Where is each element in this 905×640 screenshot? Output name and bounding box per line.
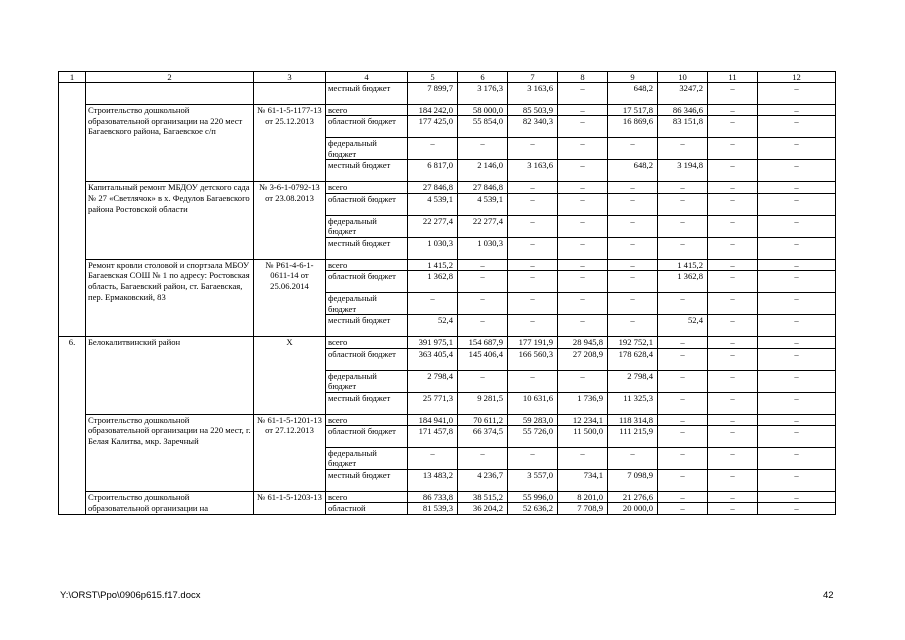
value-cell: – bbox=[758, 426, 836, 448]
value-cell: – bbox=[758, 315, 836, 337]
value-cell: – bbox=[558, 160, 608, 182]
value-cell: 1 415,2 bbox=[408, 259, 458, 270]
header-cell: 8 bbox=[558, 72, 608, 83]
value-cell: 3 176,3 bbox=[458, 83, 508, 105]
value-cell: 16 869,6 bbox=[608, 116, 658, 138]
value-cell: 4 539,1 bbox=[408, 193, 458, 215]
value-cell: 1 030,3 bbox=[458, 237, 508, 259]
value-cell: – bbox=[658, 348, 708, 370]
value-cell: – bbox=[458, 315, 508, 337]
value-cell: – bbox=[608, 237, 658, 259]
value-cell: – bbox=[408, 293, 458, 315]
value-cell: 36 204,2 bbox=[458, 503, 508, 514]
value-cell: 38 515,2 bbox=[458, 492, 508, 503]
value-cell: – bbox=[458, 370, 508, 392]
value-cell: – bbox=[408, 448, 458, 470]
value-cell: – bbox=[708, 426, 758, 448]
table-row bbox=[59, 105, 836, 116]
budget-type-cell: местный бюджет bbox=[326, 237, 408, 259]
value-cell: 3247,2 bbox=[658, 83, 708, 105]
value-cell: 8 201,0 bbox=[558, 492, 608, 503]
value-cell: – bbox=[708, 370, 758, 392]
value-cell: – bbox=[608, 448, 658, 470]
value-cell: 1 362,8 bbox=[408, 271, 458, 293]
value-cell: 70 611,2 bbox=[458, 414, 508, 425]
value-cell: – bbox=[758, 370, 836, 392]
value-cell: – bbox=[758, 271, 836, 293]
table-row bbox=[59, 182, 836, 193]
value-cell: – bbox=[758, 105, 836, 116]
value-cell: 7 098,9 bbox=[608, 470, 658, 492]
table-header-row bbox=[59, 72, 836, 83]
value-cell: – bbox=[758, 193, 836, 215]
value-cell: 52,4 bbox=[408, 315, 458, 337]
value-cell: 52 636,2 bbox=[508, 503, 558, 514]
value-cell: 111 215,9 bbox=[608, 426, 658, 448]
value-cell: 166 560,3 bbox=[508, 348, 558, 370]
value-cell: – bbox=[558, 448, 608, 470]
value-cell: – bbox=[758, 116, 836, 138]
value-cell: – bbox=[758, 392, 836, 414]
value-cell: 4 539,1 bbox=[458, 193, 508, 215]
value-cell: 1 415,2 bbox=[658, 259, 708, 270]
value-cell: – bbox=[608, 293, 658, 315]
object-name-cell: Строительство дошкольной образовательной организации на 220 мест, г. Белая Калитва, мкр. Заречный bbox=[86, 414, 254, 491]
table-row bbox=[59, 83, 836, 105]
value-cell: – bbox=[508, 448, 558, 470]
value-cell: 192 752,1 bbox=[608, 337, 658, 348]
value-cell: – bbox=[508, 370, 558, 392]
row-number-cell bbox=[59, 83, 86, 337]
value-cell: – bbox=[658, 470, 708, 492]
budget-type-cell: местный бюджет bbox=[326, 160, 408, 182]
budget-type-cell: федеральный бюджет bbox=[326, 370, 408, 392]
header-cell: 5 bbox=[408, 72, 458, 83]
budget-type-cell: всего bbox=[326, 182, 408, 193]
document-ref-cell: № 61-1-5-1177-13 от 25.12.2013 bbox=[254, 105, 326, 182]
header-cell: 6 bbox=[458, 72, 508, 83]
value-cell: 86 733,8 bbox=[408, 492, 458, 503]
value-cell: 66 374,5 bbox=[458, 426, 508, 448]
object-name-cell: Строительство дошкольной образовательной организации на bbox=[86, 492, 254, 515]
value-cell: – bbox=[708, 259, 758, 270]
value-cell: – bbox=[658, 370, 708, 392]
value-cell: 2 146,0 bbox=[458, 160, 508, 182]
value-cell: – bbox=[508, 259, 558, 270]
value-cell: – bbox=[658, 426, 708, 448]
budget-type-cell: всего bbox=[326, 105, 408, 116]
value-cell: 3 163,6 bbox=[508, 83, 558, 105]
value-cell: – bbox=[758, 448, 836, 470]
value-cell: – bbox=[658, 293, 708, 315]
value-cell: – bbox=[508, 138, 558, 160]
value-cell: – bbox=[658, 337, 708, 348]
header-cell: 1 bbox=[59, 72, 86, 83]
value-cell: – bbox=[558, 193, 608, 215]
value-cell: – bbox=[708, 138, 758, 160]
value-cell: 11 500,0 bbox=[558, 426, 608, 448]
budget-type-cell: федеральный бюджет bbox=[326, 448, 408, 470]
value-cell: – bbox=[708, 215, 758, 237]
value-cell: – bbox=[458, 293, 508, 315]
value-cell: – bbox=[508, 215, 558, 237]
value-cell: 10 631,6 bbox=[508, 392, 558, 414]
value-cell: – bbox=[608, 259, 658, 270]
object-name-cell: Строительство дошкольной образовательной организации на 220 мест Багаевского района, Багаевское с/п bbox=[86, 105, 254, 182]
value-cell: 58 000,0 bbox=[458, 105, 508, 116]
value-cell: – bbox=[408, 138, 458, 160]
value-cell: 1 030,3 bbox=[408, 237, 458, 259]
value-cell: – bbox=[658, 414, 708, 425]
value-cell: 27 846,8 bbox=[408, 182, 458, 193]
value-cell: 12 234,1 bbox=[558, 414, 608, 425]
budget-type-cell: местный бюджет bbox=[326, 315, 408, 337]
file-path: Y:\ORST\Ppo\0906p615.f17.docx bbox=[60, 590, 201, 601]
value-cell: 177 425,0 bbox=[408, 116, 458, 138]
value-cell: – bbox=[708, 105, 758, 116]
budget-type-cell: федеральный бюджет bbox=[326, 293, 408, 315]
value-cell: – bbox=[708, 414, 758, 425]
value-cell: – bbox=[558, 138, 608, 160]
value-cell: 1 362,8 bbox=[658, 271, 708, 293]
value-cell: – bbox=[508, 315, 558, 337]
value-cell: – bbox=[558, 293, 608, 315]
object-name-cell bbox=[86, 83, 254, 105]
value-cell: – bbox=[708, 315, 758, 337]
object-name-cell: Капитальный ремонт МБДОУ детского сада № 27 «Светлячок» в х. Федулов Багаевского района Ростовской области bbox=[86, 182, 254, 259]
budget-type-cell: всего bbox=[326, 337, 408, 348]
value-cell: 3 163,6 bbox=[508, 160, 558, 182]
value-cell: – bbox=[558, 315, 608, 337]
value-cell: 6 817,0 bbox=[408, 160, 458, 182]
value-cell: – bbox=[658, 392, 708, 414]
document-ref-cell: № 61-1-5-1203-13 bbox=[254, 492, 326, 515]
value-cell: – bbox=[658, 193, 708, 215]
value-cell: – bbox=[608, 138, 658, 160]
value-cell: 55 854,0 bbox=[458, 116, 508, 138]
value-cell: – bbox=[558, 105, 608, 116]
value-cell: – bbox=[708, 470, 758, 492]
value-cell: 177 191,9 bbox=[508, 337, 558, 348]
value-cell: 21 276,6 bbox=[608, 492, 658, 503]
table-row bbox=[59, 337, 836, 348]
value-cell: – bbox=[758, 414, 836, 425]
value-cell: 22 277,4 bbox=[458, 215, 508, 237]
document-ref-cell: Х bbox=[254, 337, 326, 414]
value-cell: – bbox=[708, 237, 758, 259]
value-cell: – bbox=[758, 470, 836, 492]
budget-type-cell: областной бюджет bbox=[326, 271, 408, 293]
value-cell: – bbox=[608, 182, 658, 193]
value-cell: 3 557,0 bbox=[508, 470, 558, 492]
value-cell: – bbox=[458, 448, 508, 470]
value-cell: 81 539,3 bbox=[408, 503, 458, 514]
value-cell: – bbox=[508, 293, 558, 315]
value-cell: – bbox=[508, 193, 558, 215]
value-cell: 22 277,4 bbox=[408, 215, 458, 237]
header-cell: 11 bbox=[708, 72, 758, 83]
value-cell: – bbox=[758, 160, 836, 182]
value-cell: 154 687,9 bbox=[458, 337, 508, 348]
value-cell: – bbox=[558, 116, 608, 138]
value-cell: 7 708,9 bbox=[558, 503, 608, 514]
value-cell: 11 325,3 bbox=[608, 392, 658, 414]
value-cell: 17 517,8 bbox=[608, 105, 658, 116]
value-cell: 27 208,9 bbox=[558, 348, 608, 370]
budget-type-cell: федеральный бюджет bbox=[326, 215, 408, 237]
value-cell: – bbox=[508, 237, 558, 259]
value-cell: – bbox=[708, 503, 758, 514]
budget-type-cell: местный бюджет bbox=[326, 83, 408, 105]
budget-type-cell: областной bbox=[326, 503, 408, 514]
value-cell: – bbox=[608, 315, 658, 337]
value-cell: 391 975,1 bbox=[408, 337, 458, 348]
value-cell: 25 771,3 bbox=[408, 392, 458, 414]
value-cell: – bbox=[608, 215, 658, 237]
value-cell: – bbox=[708, 83, 758, 105]
value-cell: – bbox=[658, 138, 708, 160]
value-cell: – bbox=[708, 271, 758, 293]
budget-type-cell: всего bbox=[326, 414, 408, 425]
value-cell: 82 340,3 bbox=[508, 116, 558, 138]
value-cell: 145 406,4 bbox=[458, 348, 508, 370]
value-cell: – bbox=[708, 293, 758, 315]
value-cell: 184 941,0 bbox=[408, 414, 458, 425]
document-ref-cell: № 3-6-1-0792-13 от 23.08.2013 bbox=[254, 182, 326, 259]
budget-type-cell: местный бюджет bbox=[326, 470, 408, 492]
header-cell: 12 bbox=[758, 72, 836, 83]
value-cell: 2 798,4 bbox=[408, 370, 458, 392]
value-cell: 2 798,4 bbox=[608, 370, 658, 392]
page-number: 42 bbox=[823, 590, 834, 601]
value-cell: – bbox=[708, 116, 758, 138]
value-cell: – bbox=[558, 237, 608, 259]
value-cell: 85 503,9 bbox=[508, 105, 558, 116]
value-cell: 178 628,4 bbox=[608, 348, 658, 370]
value-cell: – bbox=[458, 138, 508, 160]
value-cell: – bbox=[758, 492, 836, 503]
value-cell: – bbox=[758, 215, 836, 237]
value-cell: – bbox=[508, 271, 558, 293]
value-cell: – bbox=[658, 448, 708, 470]
value-cell: – bbox=[658, 237, 708, 259]
value-cell: – bbox=[758, 337, 836, 348]
budget-type-cell: областной бюджет bbox=[326, 426, 408, 448]
header-cell: 4 bbox=[326, 72, 408, 83]
value-cell: – bbox=[458, 259, 508, 270]
value-cell: 20 000,0 bbox=[608, 503, 658, 514]
value-cell: – bbox=[558, 370, 608, 392]
value-cell: – bbox=[458, 271, 508, 293]
value-cell: – bbox=[658, 215, 708, 237]
value-cell: – bbox=[708, 182, 758, 193]
budget-type-cell: всего bbox=[326, 259, 408, 270]
value-cell: 52,4 bbox=[658, 315, 708, 337]
budget-type-cell: областной бюджет bbox=[326, 116, 408, 138]
budget-type-cell: областной бюджет bbox=[326, 348, 408, 370]
value-cell: 363 405,4 bbox=[408, 348, 458, 370]
value-cell: – bbox=[558, 215, 608, 237]
value-cell: 734,1 bbox=[558, 470, 608, 492]
value-cell: – bbox=[508, 182, 558, 193]
document-ref-cell bbox=[254, 83, 326, 105]
header-cell: 3 bbox=[254, 72, 326, 83]
budget-type-cell: федеральный бюджет bbox=[326, 138, 408, 160]
value-cell: 13 483,2 bbox=[408, 470, 458, 492]
value-cell: – bbox=[758, 237, 836, 259]
value-cell: – bbox=[758, 293, 836, 315]
budget-type-cell: местный бюджет bbox=[326, 392, 408, 414]
document-ref-cell: № Р61-4-6-1-0611-14 от 25.06.2014 bbox=[254, 259, 326, 336]
value-cell: – bbox=[608, 193, 658, 215]
value-cell: – bbox=[758, 348, 836, 370]
value-cell: 4 236,7 bbox=[458, 470, 508, 492]
value-cell: 55 726,0 bbox=[508, 426, 558, 448]
value-cell: – bbox=[558, 259, 608, 270]
budget-table bbox=[58, 71, 836, 515]
value-cell: – bbox=[758, 138, 836, 160]
value-cell: 648,2 bbox=[608, 160, 658, 182]
budget-type-cell: областной бюджет bbox=[326, 193, 408, 215]
value-cell: – bbox=[758, 503, 836, 514]
value-cell: 171 457,8 bbox=[408, 426, 458, 448]
value-cell: 7 899,7 bbox=[408, 83, 458, 105]
value-cell: – bbox=[708, 193, 758, 215]
value-cell: 28 945,8 bbox=[558, 337, 608, 348]
value-cell: – bbox=[708, 492, 758, 503]
table-row bbox=[59, 259, 836, 270]
value-cell: – bbox=[708, 448, 758, 470]
header-cell: 7 bbox=[508, 72, 558, 83]
value-cell: – bbox=[558, 182, 608, 193]
value-cell: – bbox=[558, 83, 608, 105]
value-cell: – bbox=[708, 348, 758, 370]
value-cell: 3 194,8 bbox=[658, 160, 708, 182]
value-cell: 1 736,9 bbox=[558, 392, 608, 414]
value-cell: – bbox=[708, 160, 758, 182]
value-cell: – bbox=[708, 337, 758, 348]
value-cell: 83 151,8 bbox=[658, 116, 708, 138]
object-name-cell: Ремонт кровли столовой и спортзала МБОУ Багаевская СОШ № 1 по адресу: Ростовская область, Багаевский район, ст. Багаевская, пер. Ермаковский, 83 bbox=[86, 259, 254, 336]
row-number-cell: 6. bbox=[59, 337, 86, 515]
value-cell: – bbox=[558, 271, 608, 293]
table-row bbox=[59, 414, 836, 425]
value-cell: – bbox=[658, 492, 708, 503]
object-name-cell: Белокалитвинский район bbox=[86, 337, 254, 414]
header-cell: 9 bbox=[608, 72, 658, 83]
value-cell: 27 846,8 bbox=[458, 182, 508, 193]
header-cell: 2 bbox=[86, 72, 254, 83]
value-cell: – bbox=[708, 392, 758, 414]
value-cell: – bbox=[658, 182, 708, 193]
document-ref-cell: № 61-1-5-1201-13 от 27.12.2013 bbox=[254, 414, 326, 491]
value-cell: 648,2 bbox=[608, 83, 658, 105]
value-cell: 59 283,0 bbox=[508, 414, 558, 425]
value-cell: 9 281,5 bbox=[458, 392, 508, 414]
budget-type-cell: всего bbox=[326, 492, 408, 503]
value-cell: 86 346,6 bbox=[658, 105, 708, 116]
value-cell: 55 996,0 bbox=[508, 492, 558, 503]
value-cell: 184 242,0 bbox=[408, 105, 458, 116]
value-cell: – bbox=[758, 83, 836, 105]
value-cell: – bbox=[758, 182, 836, 193]
value-cell: 118 314,8 bbox=[608, 414, 658, 425]
value-cell: – bbox=[758, 259, 836, 270]
value-cell: – bbox=[658, 503, 708, 514]
header-cell: 10 bbox=[658, 72, 708, 83]
value-cell: – bbox=[608, 271, 658, 293]
table-row bbox=[59, 492, 836, 503]
